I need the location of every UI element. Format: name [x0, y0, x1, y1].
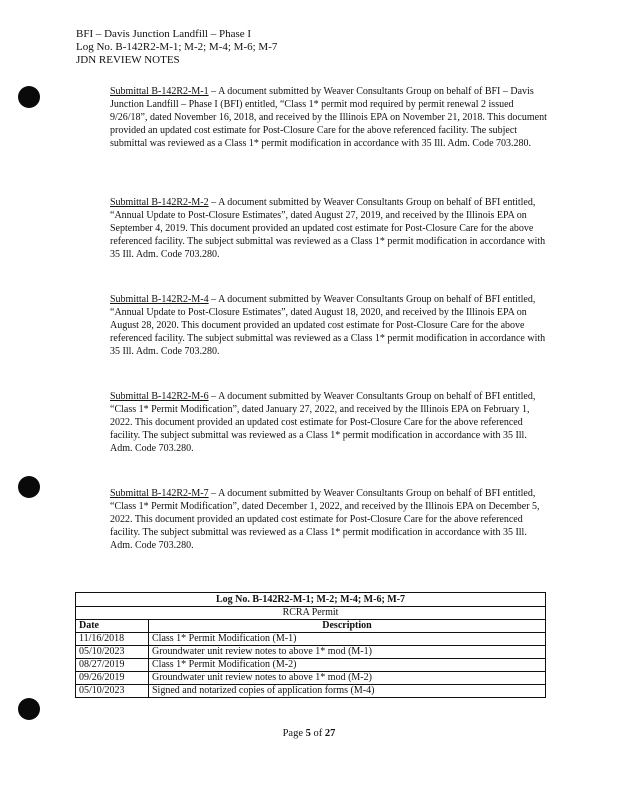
submittal-entry: [110, 488, 550, 553]
table-subtitle: RCRA Permit: [76, 607, 546, 620]
row-description: Groundwater unit review notes to above 1* mod (M-1): [149, 646, 546, 659]
log-table: [75, 592, 546, 698]
submittal-id: Submittal B-142R2-M-6: [110, 391, 209, 402]
page-number: 5: [305, 728, 311, 739]
column-header-description: Description: [149, 620, 546, 633]
row-description: Signed and notarized copies of application forms (M-4): [149, 685, 546, 698]
table-title-row: [76, 593, 546, 607]
table-row: [76, 646, 546, 659]
row-date: 09/26/2019: [76, 672, 149, 685]
submittal-entry: [110, 391, 550, 456]
submittal-id: Submittal B-142R2-M-4: [110, 294, 209, 305]
page-total: 27: [324, 728, 336, 739]
punch-hole-icon: [18, 698, 40, 720]
row-date: 05/10/2023: [76, 646, 149, 659]
table-title: Log No. B-142R2-M-1; M-2; M-4; M-6; M-7: [76, 593, 546, 607]
submittal-id: Submittal B-142R2-M-7: [110, 488, 209, 499]
row-description: Class 1* Permit Modification (M-1): [149, 633, 546, 646]
table-row: [76, 685, 546, 698]
row-date: 05/10/2023: [76, 685, 149, 698]
header-log-number: Log No. B-142R2-M-1; M-2; M-4; M-6; M-7: [76, 41, 278, 53]
row-description: Class 1* Permit Modification (M-2): [149, 659, 546, 672]
table-row: [76, 659, 546, 672]
submittal-text: – A document submitted by Weaver Consultants Group on behalf of BFI – Davis Junction Landfill – Phase I (BFI) entitled, “Class 1* permit mod required by permit renewal 2 issued 9/26/18”, dated November 16, 2018, and received by the Illinois EPA on November 21, 2018. This document provided an updated cost estimate for Post-Closure Care for the above referenced facility. The subject submittal was reviewed as a Class 1* permit modification in accordance with 35 Ill. Adm. Code 703.280.: [110, 86, 547, 149]
table-subtitle-row: [76, 607, 546, 620]
submittal-entry: [110, 294, 550, 359]
row-description: Groundwater unit review notes to above 1* mod (M-2): [149, 672, 546, 685]
page-footer: [0, 728, 618, 739]
row-date: 11/16/2018: [76, 633, 149, 646]
page-of-label: of: [313, 728, 323, 739]
submittal-text: – A document submitted by Weaver Consultants Group on behalf of BFI entitled, “Class 1* Permit Modification”, dated January 27, 2022, and received by the Illinois EPA on February 1, 2022. This document provided an updated cost estimate for Post-Closure Care for the above referenced facility. The subject submittal was reviewed as a Class 1* permit modification in accordance with 35 Ill. Adm. Code 703.280.: [110, 391, 536, 454]
punch-hole-icon: [18, 476, 40, 498]
table-header-row: [76, 620, 546, 633]
submittal-entry: [110, 86, 550, 151]
table-row: [76, 672, 546, 685]
submittal-text: – A document submitted by Weaver Consultants Group on behalf of BFI entitled, “Class 1* Permit Modification”, dated December 1, 2022, and received by the Illinois EPA on December 5, 2022. This document provided an updated cost estimate for Post-Closure Care for the above referenced facility. The subject submittal was reviewed as a Class 1* permit modification in accordance with 35 Ill. Adm. Code 703.280.: [110, 488, 540, 551]
column-header-date: Date: [76, 620, 149, 633]
document-header: [76, 28, 277, 67]
submittal-id: Submittal B-142R2-M-1: [110, 86, 209, 97]
header-review-notes: JDN REVIEW NOTES: [76, 54, 180, 66]
punch-hole-icon: [18, 86, 40, 108]
submittal-entry: [110, 197, 550, 262]
submittal-text: – A document submitted by Weaver Consultants Group on behalf of BFI entitled, “Annual Update to Post-Closure Estimates”, dated August 18, 2020, and received by the Illinois EPA on August 28, 2020. This document provided an updated cost estimate for Post-Closure Care for the above referenced facility. The subject submittal was reviewed as a Class 1* permit modification in accordance with 35 Ill. Adm. Code 703.280.: [110, 294, 546, 357]
header-facility: BFI – Davis Junction Landfill – Phase I: [76, 28, 252, 40]
page-label: Page: [282, 728, 304, 739]
table-row: [76, 633, 546, 646]
submittal-text: – A document submitted by Weaver Consultants Group on behalf of BFI entitled, “Annual Update to Post-Closure Estimates”, dated August 27, 2019, and received by the Illinois EPA on September 4, 2019. This document provided an updated cost estimate for Post-Closure Care for the above referenced facility. The subject submittal was reviewed as a Class 1* permit modification in accordance with 35 Ill. Adm. Code 703.280.: [110, 197, 546, 260]
submittal-id: Submittal B-142R2-M-2: [110, 197, 209, 208]
row-date: 08/27/2019: [76, 659, 149, 672]
